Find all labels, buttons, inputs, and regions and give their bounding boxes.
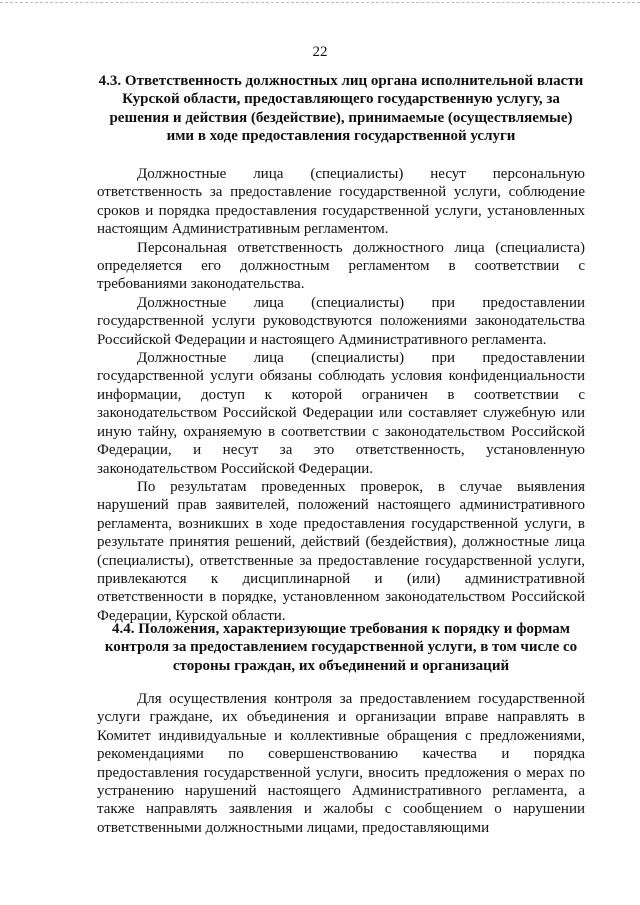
section-4-3-heading: 4.3. Ответственность должностных лиц органа исполнительной власти Курской области, предоставляющего государственную услугу, за решения и действия (бездействие), принимаемые (осуществляемые) ими в ходе предоставления государственной услуги: [98, 73, 584, 145]
section-4-4-heading: 4.4. Положения, характеризующие требования к порядку и формам контроля за предоставлением государственной услуги, в том числе со стороны граждан, их объединений и организаций: [104, 621, 578, 674]
paragraph: Должностные лица (специалисты) при предоставлении государственной услуги руководствуются положениями законодательства Российской Федерации и настоящего Административного регламента.: [97, 294, 585, 348]
paragraph: Должностные лица (специалисты) при предоставлении государственной услуги обязаны соблюдать условия конфиденциальности информации, доступ к которой ограничен в соответствии с законодательством Российской Федерации или составляет служебную или иную тайну, охраняемую в соответствии с законодательством Российской Федерации, и несут за это ответственность, установленную законодательством Российской Федерации.: [97, 350, 585, 477]
paragraph: Персональная ответственность должностного лица (специалиста) определяется его должностным регламентом в соответствии с требованиями законодательства.: [97, 239, 585, 293]
section-4-4-body: [97, 690, 585, 837]
section-4-3-body: [97, 165, 585, 625]
paragraph: Должностные лица (специалисты) несут персональную ответственность за предоставление государственной услуги, соблюдение сроков и порядка предоставления государственной услуги, установленных настоящим Административным регламентом.: [97, 166, 585, 238]
paragraph: Для осуществления контроля за предоставлением государственной услуги граждане, их объединения и организации вправе направлять в Комитет индивидуальные и коллективные обращения с предложениями, рекомендациями по совершенствованию качества и порядка предоставления государственной услуги, вносить предложения о мерах по устранению нарушений настоящего Административного регламента, а также направлять заявления и жалобы с сообщением о нарушении ответственными должностными лицами, предоставляющими: [97, 691, 585, 836]
paragraph: По результатам проведенных проверок, в случае выявления нарушений прав заявителей, положений настоящего административного регламента, возникших в ходе предоставления государственной услуги, в результате принятия решений, действий (бездействия), должностные лица (специалисты), ответственные за предоставление государственной услуги, привлекаются к дисциплинарной и (или) административной ответственности в порядке, установленном законодательством Российской Федерации, Курской области.: [97, 478, 585, 624]
page-number: 22: [312, 44, 328, 60]
top-border-line: [0, 2, 640, 4]
